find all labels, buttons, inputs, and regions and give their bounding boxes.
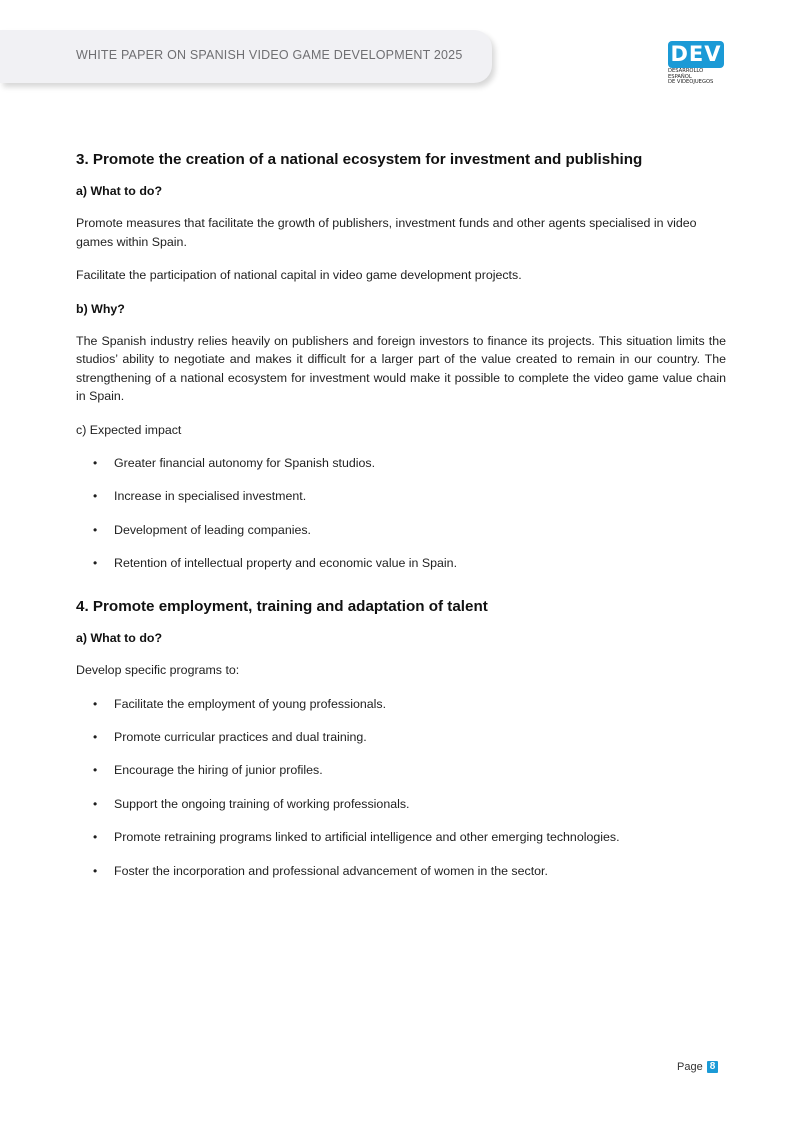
section-3-what-paragraph-1: Promote measures that facilitate the growth of publishers, investment funds and other agents specialised in video games within Spain. — [76, 216, 697, 249]
section-3-what-heading: a) What to do? — [76, 184, 163, 198]
section-4-heading: 4. Promote employment, training and adaptation of talent — [76, 597, 488, 615]
section-3-impact-list — [76, 454, 726, 573]
section-3-heading: 3. Promote the creation of a national ecosystem for investment and publishing — [76, 151, 643, 168]
section-3-impact-heading: c) Expected impact — [76, 422, 182, 437]
list-item-text: Support the ongoing training of working professionals. — [114, 796, 410, 811]
logo-subtitle-line1: DESARROLLO ESPAÑOL — [668, 68, 704, 80]
section-4-list — [76, 695, 726, 880]
bullet-icon: • — [93, 863, 98, 878]
list-item — [76, 695, 726, 713]
list-item — [76, 728, 726, 746]
list-item — [76, 554, 726, 572]
logo-mark: DEV — [668, 41, 724, 68]
bullet-icon: • — [93, 489, 98, 504]
list-item-text: Promote retraining programs linked to artificial intelligence and other emerging technologies. — [114, 830, 620, 845]
bullet-icon: • — [93, 456, 98, 471]
bullet-icon: • — [93, 522, 98, 537]
list-item-text: Promote curricular practices and dual training. — [114, 729, 367, 744]
section-4-what-heading: a) What to do? — [76, 630, 163, 645]
list-item — [76, 454, 726, 472]
section-4-intro: Develop specific programs to: — [76, 663, 240, 678]
list-item-text: Greater financial autonomy for Spanish studios. — [114, 456, 376, 471]
section-3-what-paragraph-2: Facilitate the participation of national capital in video game development projects. — [76, 268, 522, 283]
section-3 — [76, 150, 726, 573]
bullet-icon: • — [93, 763, 98, 778]
section-4 — [76, 597, 726, 880]
page-footer — [677, 1061, 718, 1073]
list-item-text: Increase in specialised investment. — [114, 489, 307, 504]
bullet-icon: • — [93, 830, 98, 845]
list-item-text: Development of leading companies. — [114, 522, 311, 537]
page-number-badge: 8 — [707, 1061, 719, 1073]
list-item — [76, 487, 726, 505]
list-item — [76, 521, 726, 539]
page-content — [76, 150, 726, 895]
list-item — [76, 828, 726, 846]
section-3-why-paragraph: The Spanish industry relies heavily on publishers and foreign investors to finance its projects. This situation limits the studios’ ability to negotiate and makes it difficult for a larger part of the value created to remain in our country. The strengthening of a national ecosystem for investment would make it possible to complete the video game value chain in Spain. — [76, 334, 726, 404]
list-item-text: Foster the incorporation and professional advancement of women in the sector. — [114, 863, 548, 878]
bullet-icon: • — [93, 729, 98, 744]
list-item — [76, 761, 726, 779]
logo-subtitle — [668, 69, 724, 86]
bullet-icon: • — [93, 556, 98, 571]
list-item-text: Retention of intellectual property and economic value in Spain. — [114, 556, 458, 571]
section-3-why-heading: b) Why? — [76, 301, 125, 316]
page-label: Page — [677, 1061, 703, 1073]
dev-logo — [668, 41, 724, 86]
bullet-icon: • — [93, 796, 98, 811]
list-item-text: Encourage the hiring of junior profiles. — [114, 763, 323, 778]
list-item — [76, 862, 726, 880]
list-item-text: Facilitate the employment of young professionals. — [114, 696, 387, 711]
logo-subtitle-line2: DE VIDEOJUEGOS — [668, 79, 714, 86]
document-title: WHITE PAPER ON SPANISH VIDEO GAME DEVELOPMENT 2025 — [76, 48, 463, 62]
list-item — [76, 795, 726, 813]
bullet-icon: • — [93, 696, 98, 711]
